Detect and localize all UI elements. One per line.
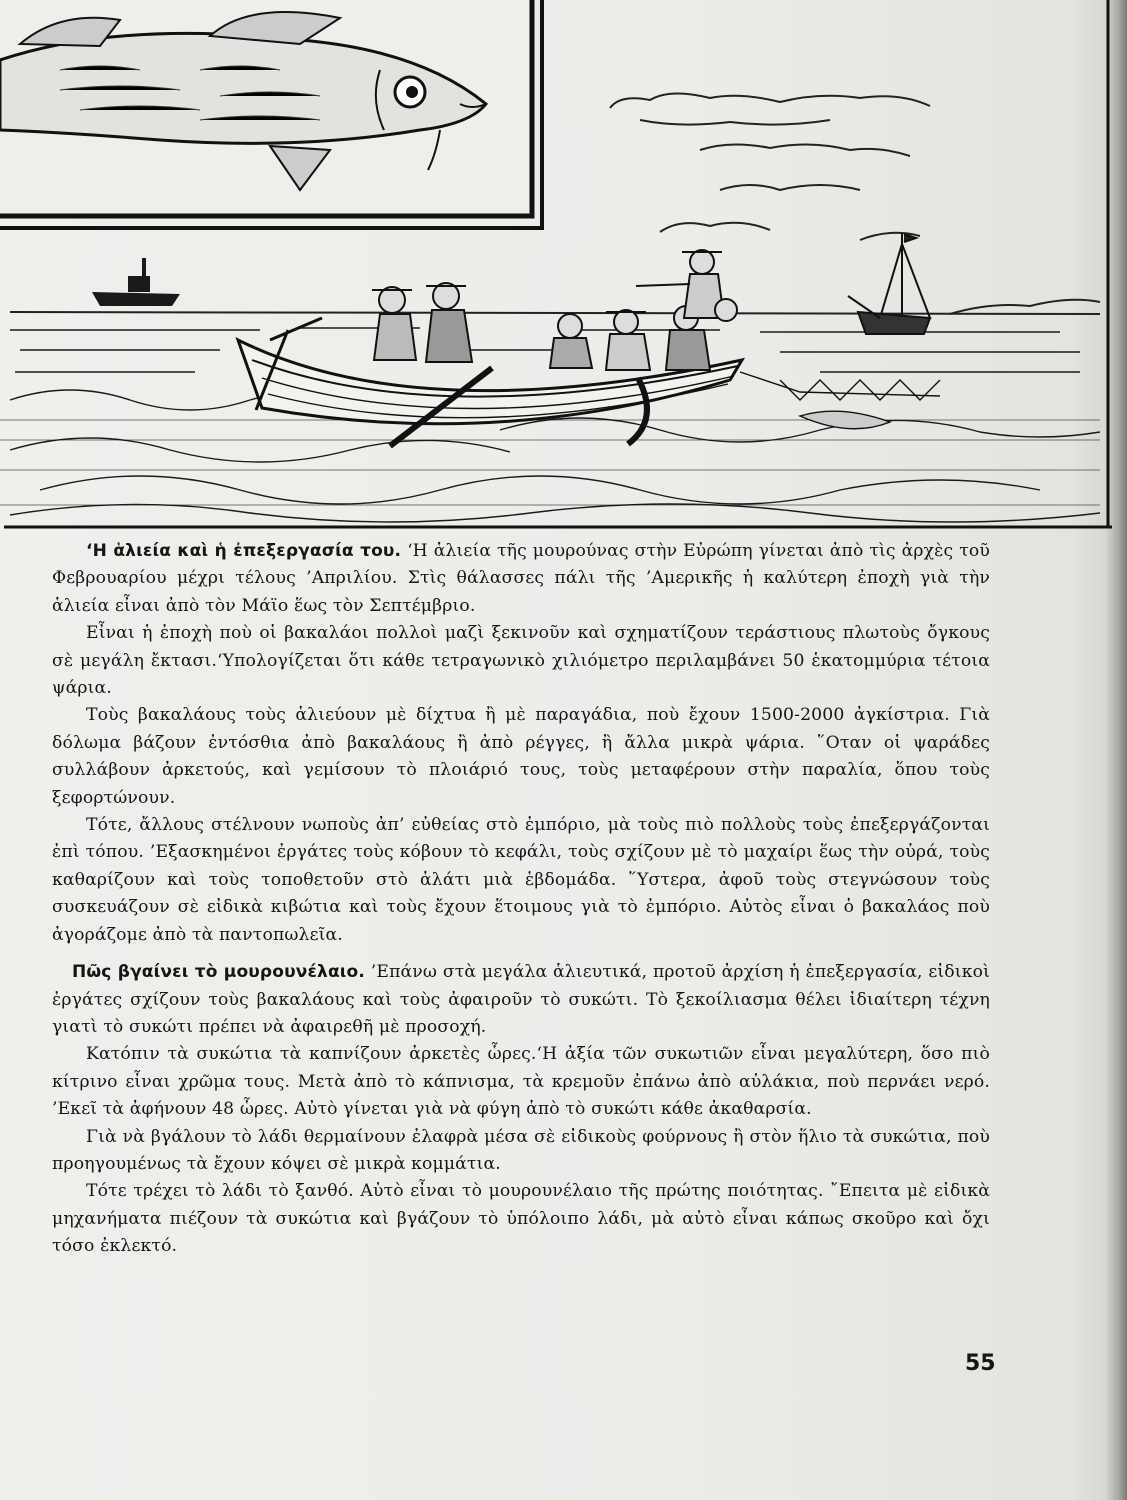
paragraph: Τότε, ἄλλους στέλνουν νωποὺς ἀπ’ εὐθείας στὸ ἐμπόριο, μὰ τοὺς πιὸ πολλοὺς τοὺς ἐπεξεργάζονται ἐπὶ τόπου. ’Εξασκημένοι ἐργάτες τοὺς κόβουν τὸ κεφάλι, τοὺς σχίζουν μὲ τὸ μαχαίρι ἕως τὴν οὐρά, τοὺς καθαρίζουν καὶ τοὺς τοποθετοῦν στὸ ἁλάτι μιὰ ἑβδομάδα. ῞Υστερα, ἀφοῦ τοὺς στεγνώσουν τοὺς συσκευάζουν σὲ εἰδικὰ κιβώτια καὶ τοὺς ἔχουν ἕτοιμους γιὰ τὸ ἐμπόριο. Αὐτὸς εἶναι ὁ βακαλάος ποὺ ἀγοράζομε ἀπὸ τὰ παντοπωλεῖα. [52, 815, 990, 945]
steamship-icon [92, 258, 180, 306]
paragraph-cod-liver-oil-intro [52, 959, 990, 1041]
section-heading-cod-liver-oil: Πῶς βγαίνει τὸ μουρουνέλαιο. [72, 962, 365, 983]
fishing-scene-illustration [0, 0, 1112, 532]
article-text [52, 538, 990, 1261]
paragraph-fishing-intro [52, 538, 990, 620]
sailboat-icon [848, 232, 930, 334]
paragraph-text: ’Επάνω στὰ μεγάλα ἁλιευτικά, προτοῦ ἀρχίση ἡ ἐπεξεργασία, εἰδικοὶ ἐργάτες σχίζουν τοὺς βακαλάους καὶ τοὺς ἀφαιροῦν τὸ συκώτι. Τὸ ξεκοίλιασμα θέλει ἰδιαίτερη τέχνη γιατὶ τὸ συκώτι πρέπει νὰ ἀφαιρεθῆ μὲ προσοχή. [52, 962, 990, 1037]
paragraph: Γιὰ νὰ βγάλουν τὸ λάδι θερμαίνουν ἐλαφρὰ μέσα σὲ εἰδικοὺς φούρνους ἢ στὸν ἥλιο τὰ συκώτια, ποὺ προηγουμένως τὰ ἔχουν κόψει σὲ μικρὰ κομμάτια. [52, 1126, 990, 1174]
rowing-boat-icon [238, 318, 742, 446]
paragraph: Τοὺς βακαλάους τοὺς ἁλιεύουν μὲ δίχτυα ἢ μὲ παραγάδια, ποὺ ἔχουν 1500-2000 ἀγκίστρια. Γιὰ δόλωμα βάζουν ἐντόσθια ἀπὸ βακαλάους ἢ ἀπὸ ρέγγες, ἢ ἄλλα μικρὰ ψάρια. ῞Οταν οἱ ψαράδες συλλάβουν ἀρκετούς, καὶ γεμίσουν τὸ πλοιάριό τους, τοὺς μεταφέρουν στὴν παραλία, ὅπου τοὺς ξεφορτώνουν. [52, 705, 990, 808]
page-number: 55 [965, 1351, 996, 1376]
clouds [610, 93, 930, 240]
paragraph: Τότε τρέχει τὸ λάδι τὸ ξανθό. Αὐτὸ εἶναι τὸ μουρουνέλαιο τῆς πρώτης ποιότητας. ῎Επειτα μὲ εἰδικὰ μηχανήματα πιέζουν τὰ συκώτια καὶ βγάζουν τὸ ὑπόλοιπο λάδι, μὰ αὐτὸ εἶναι κάπως σκοῦρο καὶ ὄχι τόσο ἐκλεκτό. [52, 1181, 990, 1257]
fishermen-figures [372, 250, 737, 370]
cod-fish-icon [0, 0, 542, 228]
paragraph: Εἶναι ἡ ἐποχὴ ποὺ οἱ βακαλάοι πολλοὶ μαζὶ ξεκινοῦν καὶ σχηματίζουν τεράστιους πλωτοὺς ὄγκους σὲ μεγάλη ἔκτασι.‘Υπολογίζεται ὅτι κάθε τετραγωνικὸ χιλιόμετρο περιλαμβάνει 50 ἑκατομμύρια τέτοια ψάρια. [52, 623, 990, 699]
paragraph-text: ‘Η ἁλιεία τῆς μουρούνας στὴν Εὐρώπη γίνεται ἀπὸ τὶς ἀρχὲς τοῦ Φεβρουαρίου μέχρι τέλους ’Απριλίου. Στὶς θάλασσες πάλι τῆς ’Αμερικῆς ἡ καλύτερη ἐποχὴ γιὰ τὴν ἁλιεία εἶναι ἀπὸ τὸν Μάϊο ἕως τὸν Σεπτέμβριο. [52, 541, 990, 616]
paragraph: Κατόπιν τὰ συκώτια τὰ καπνίζουν ἀρκετὲς ὧρες.‘Η ἀξία τῶν συκωτιῶν εἶναι μεγαλύτερη, ὅσο πιὸ κίτρινο εἶναι χρῶμα τους. Μετὰ ἀπὸ τὸ κάπνισμα, τὰ κρεμοῦν ἐπάνω ἀπὸ αὐλάκια, ποὺ περνάει νερό. ’Εκεῖ τὰ ἀφήνουν 48 ὧρες. Αὐτὸ γίνεται γιὰ νὰ φύγη ἀπὸ τὸ συκώτι κάθε ἀκαθαρσία. [52, 1044, 990, 1120]
section-heading-fishing: ‘Η ἁλιεία καὶ ἡ ἐπεξεργασία του. [86, 541, 402, 561]
